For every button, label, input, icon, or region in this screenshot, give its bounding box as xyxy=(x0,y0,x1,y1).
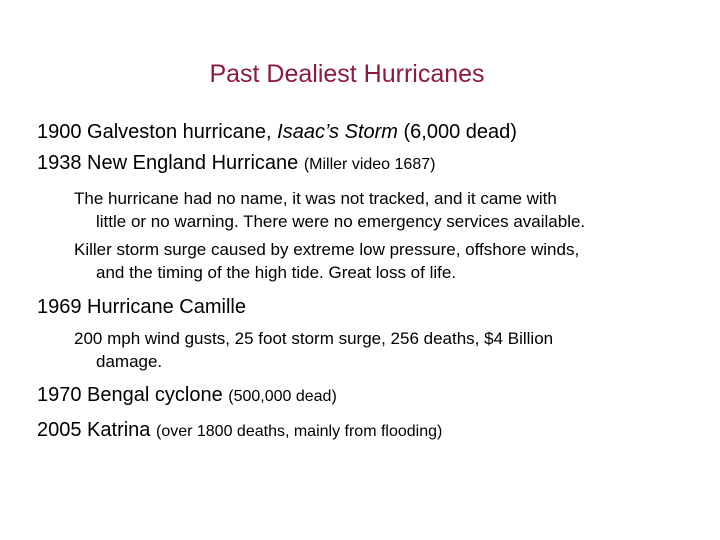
bullet-galveston xyxy=(37,121,517,144)
bullet-katrina xyxy=(37,419,442,442)
sub-bullet-line: and the timing of the high tide. Great loss of life. xyxy=(96,263,457,282)
sub-bullet-line: 200 mph wind gusts, 25 foot storm surge, 256 deaths, $4 Billion xyxy=(74,329,554,348)
bullet-text: 1938 New England Hurricane xyxy=(37,152,304,174)
sub-bullet-line: little or no warning. There were no emergency services available. xyxy=(96,212,586,231)
book-title: Isaac’s Storm xyxy=(277,121,398,143)
bullet-text: 2005 Katrina xyxy=(37,419,156,441)
bullet-detail: (Miller video 1687) xyxy=(303,156,436,173)
sub-bullet-no-name xyxy=(74,187,585,233)
bullet-detail: (6,000 dead) xyxy=(397,121,517,143)
sub-bullet-line: damage. xyxy=(96,352,163,371)
bullet-text: 1969 Hurricane Camille xyxy=(37,296,246,318)
bullet-detail: (over 1800 deaths, mainly from flooding) xyxy=(155,423,443,440)
bullet-bengal xyxy=(37,384,337,407)
sub-bullet-line: Killer storm surge caused by extreme low pressure, offshore winds, xyxy=(74,240,580,259)
bullet-detail: (500,000 dead) xyxy=(228,388,337,405)
sub-bullet-line: The hurricane had no name, it was not tracked, and it came with xyxy=(74,189,557,208)
bullet-camille xyxy=(37,296,246,319)
sub-bullet-storm-surge xyxy=(74,238,579,284)
slide-title: Past Dealiest Hurricanes xyxy=(209,60,485,88)
bullet-new-england xyxy=(37,152,435,175)
bullet-text: 1970 Bengal cyclone xyxy=(37,384,229,406)
sub-bullet-camille-stats xyxy=(74,327,553,373)
bullet-text: 1900 Galveston hurricane, xyxy=(37,121,278,143)
